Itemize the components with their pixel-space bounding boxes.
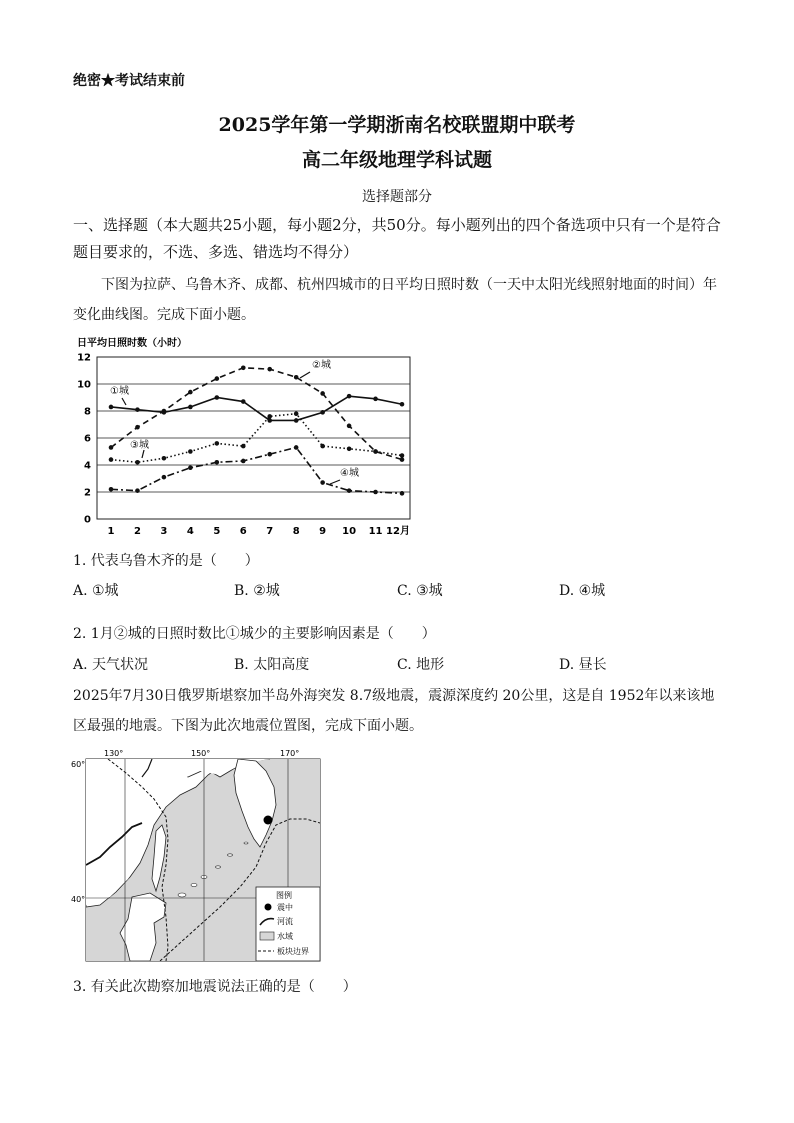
lat-label-60: 60° [71, 760, 86, 769]
data-point [109, 487, 114, 492]
x-tick-labels [108, 524, 410, 537]
data-point [241, 459, 246, 464]
y-tick-label: 8 [84, 406, 91, 418]
data-point [188, 449, 193, 454]
y-tick-label: 4 [84, 460, 91, 472]
instructions: 一、选择题（本大题共25小题，每小题2分，共50分。每小题列出的四个备选项中只有一个是符合题目要求的，不选、多选、错选均不得分） [73, 216, 721, 261]
passage-1: 下图为拉萨、乌鲁木齐、成都、杭州四城市的日平均日照时数（一天中太阳光线照射地面的时间）年变化曲线图。完成下面小题。 [73, 277, 717, 323]
data-point [294, 445, 299, 450]
y-tick-label: 2 [84, 487, 91, 499]
q1-option-c[interactable]: C. ③城 [397, 583, 443, 599]
data-point [294, 375, 299, 380]
q1-option-a[interactable]: A. ①城 [73, 583, 119, 599]
x-tick-label: 2 [133, 526, 141, 537]
series-label-3: ③城 [130, 440, 149, 451]
question-1-stem: 1. 代表乌鲁木齐的是（ ） [73, 553, 259, 569]
y-tick-label: 12 [77, 352, 91, 364]
legend-water-icon [260, 932, 274, 940]
chart-grid [97, 357, 410, 519]
label-arrow [330, 480, 340, 484]
data-point [135, 407, 140, 412]
y-tick-label: 0 [84, 514, 91, 526]
data-point [320, 391, 325, 396]
legend-water: 水域 [277, 932, 293, 941]
data-point [294, 418, 299, 423]
epicenter-marker [264, 816, 273, 825]
x-tick-label: 6 [239, 526, 247, 537]
data-point [241, 399, 246, 404]
data-point [320, 410, 325, 415]
q2-option-a[interactable]: A. 天气状况 [73, 657, 149, 673]
data-point [267, 452, 272, 457]
question-2-stem: 2. 1月②城的日照时数比①城少的主要影响因素是（ ） [73, 626, 436, 642]
map-legend [256, 887, 320, 961]
q1-option-b[interactable]: B. ②城 [234, 583, 280, 599]
data-point [109, 405, 114, 410]
legend-epicenter-icon [265, 904, 272, 911]
lon-label-150: 150° [191, 749, 211, 758]
legend-river: 河流 [277, 917, 293, 926]
y-tick-labels [77, 353, 91, 526]
data-point [400, 453, 405, 458]
y-tick-label: 6 [84, 433, 91, 445]
data-point [320, 480, 325, 485]
passage-2: 2025年7月30日俄罗斯堪察加半岛外海突发 8.7级地震，震源深度约 20公里，这是自 1952年以来该地区最强的地震。下图为此次地震位置图，完成下面小题。 [73, 688, 715, 734]
x-tick-label: 1 [107, 526, 115, 537]
data-point [347, 488, 352, 493]
data-point [188, 465, 193, 470]
data-point [135, 425, 140, 430]
data-point [215, 460, 220, 465]
data-point [267, 414, 272, 419]
x-tick-label: 10 [342, 526, 357, 537]
data-point [400, 491, 405, 496]
data-point [347, 447, 352, 452]
data-point [347, 394, 352, 399]
lon-label-130: 130° [104, 749, 124, 758]
exam-title: 2025学年第一学期浙南名校联盟期中联考 [218, 114, 576, 136]
data-point [267, 367, 272, 372]
series-label-4: ④城 [340, 468, 359, 479]
x-tick-label: 11 [368, 526, 383, 537]
legend-plate: 板块边界 [277, 947, 309, 956]
data-point [400, 402, 405, 407]
lat-label-40: 40° [71, 895, 86, 904]
data-point [215, 395, 220, 400]
label-arrow [300, 372, 310, 378]
question-3-stem: 3. 有关此次勘察加地震说法正确的是（ ） [73, 979, 357, 995]
section-title: 选择题部分 [362, 189, 432, 205]
exam-subtitle: 高二年级地理学科试题 [301, 149, 492, 171]
data-point [215, 376, 220, 381]
x-tick-label: 12月 [386, 526, 410, 537]
series-line-2 [111, 368, 402, 460]
data-point [188, 390, 193, 395]
data-point [135, 460, 140, 465]
data-point [109, 457, 114, 462]
data-point [162, 456, 167, 461]
data-point [320, 444, 325, 449]
data-point [241, 444, 246, 449]
data-point [241, 366, 246, 371]
lon-label-170: 170° [280, 749, 300, 758]
data-point [109, 445, 114, 450]
data-point [267, 418, 272, 423]
x-tick-label: 7 [266, 526, 274, 537]
x-tick-label: 3 [160, 526, 168, 537]
q2-option-c[interactable]: C. 地形 [397, 657, 445, 673]
q2-option-d[interactable]: D. 昼长 [559, 657, 607, 673]
label-arrow [122, 398, 126, 405]
x-tick-label: 5 [213, 526, 221, 537]
data-point [400, 457, 405, 462]
x-tick-label: 8 [292, 526, 300, 537]
data-point [373, 490, 378, 495]
chart-series [109, 366, 405, 496]
data-point [135, 488, 140, 493]
x-tick-label: 9 [319, 526, 327, 537]
legend-title: 图例 [276, 891, 292, 900]
data-point [188, 405, 193, 410]
data-point [373, 449, 378, 454]
earthquake-map [70, 747, 325, 965]
data-point [347, 424, 352, 429]
data-point [162, 475, 167, 480]
data-point [215, 441, 220, 446]
chart-title: 日平均日照时数（小时） [77, 338, 187, 349]
secret-label: 绝密★考试结束前 [73, 73, 185, 89]
series-label-2: ②城 [312, 360, 331, 371]
sunshine-chart [70, 332, 420, 542]
label-arrow [142, 450, 144, 458]
y-tick-label: 10 [77, 379, 91, 391]
data-point [294, 411, 299, 416]
data-point [162, 409, 167, 414]
data-point [373, 397, 378, 402]
x-tick-label: 4 [186, 526, 194, 537]
q2-option-b[interactable]: B. 太阳高度 [234, 657, 310, 673]
series-label-1: ①城 [110, 386, 129, 397]
legend-epicenter: 震中 [277, 903, 293, 912]
q1-option-d[interactable]: D. ④城 [559, 583, 606, 599]
